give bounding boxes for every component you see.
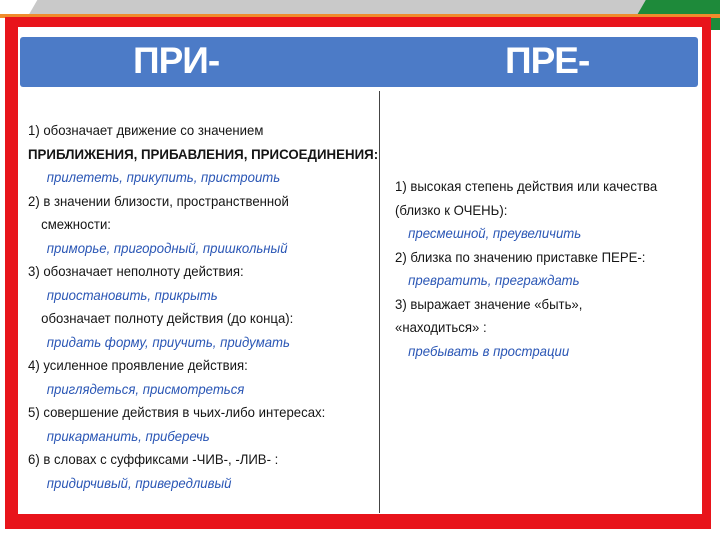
pre-rule-3-cont: «находиться» : (395, 319, 487, 335)
pri-example-2: приморье, пригородный, пришкольный (46, 239, 288, 256)
pri-rule-2-cont: смежности: (41, 216, 111, 232)
pri-example-3b: придать форму, приучить, придумать (46, 333, 290, 350)
pri-rule-2: 2) в значении близости, пространственной (28, 192, 289, 209)
pre-rule-1-cont: (близко к ОЧЕНЬ): (395, 201, 508, 218)
pri-rule-6: 6) в словах с суффиксами -ЧИВ-, -ЛИВ- : (28, 451, 279, 467)
pre-rule-2: 2) близка по значению приставке ПЕРЕ-: (395, 248, 646, 265)
pri-rule-3: 3) обозначает неполноту действия: (28, 263, 244, 279)
pri-rule-1: 1) обозначает движение со значением (28, 122, 264, 138)
table-header (20, 37, 698, 87)
pri-example-4: приглядеться, присмотреться (46, 380, 245, 397)
pre-column (395, 175, 695, 363)
pri-example-3: приостановить, прикрыть (46, 286, 218, 303)
pri-rule-4: 4) усиленное проявление действия: (28, 357, 248, 373)
pri-rule-5: 5) совершение действия в чьих-либо интересах: (28, 404, 326, 420)
pre-example-3: пребывать в прострации (408, 342, 570, 359)
prefix-table (18, 27, 702, 514)
header-pre: ПРЕ- (505, 40, 590, 81)
header-pri: ПРИ- (133, 40, 220, 81)
pre-rule-3: 3) выражает значение «быть», (395, 295, 583, 312)
column-divider (379, 91, 380, 513)
pri-column (28, 119, 378, 495)
pri-rule-1-meaning: ПРИБЛИЖЕНИЯ, ПРИБАВЛЕНИЯ, ПРИСОЕДИНЕНИЯ: (28, 145, 379, 162)
pri-rule-3b: обозначает полноту действия (до конца): (41, 310, 294, 326)
gray-stripe (29, 0, 691, 14)
pre-rule-1: 1) высокая степень действия или качества (395, 178, 658, 194)
pre-example-2: превратить, преграждать (408, 272, 580, 288)
pri-example-5: прикарманить, приберечь (46, 427, 210, 444)
pri-example-1: прилететь, прикупить, пристроить (46, 169, 281, 185)
pri-example-6: придирчивый, привередливый (46, 474, 232, 491)
pre-example-1: пресмешной, преувеличить (408, 225, 582, 241)
